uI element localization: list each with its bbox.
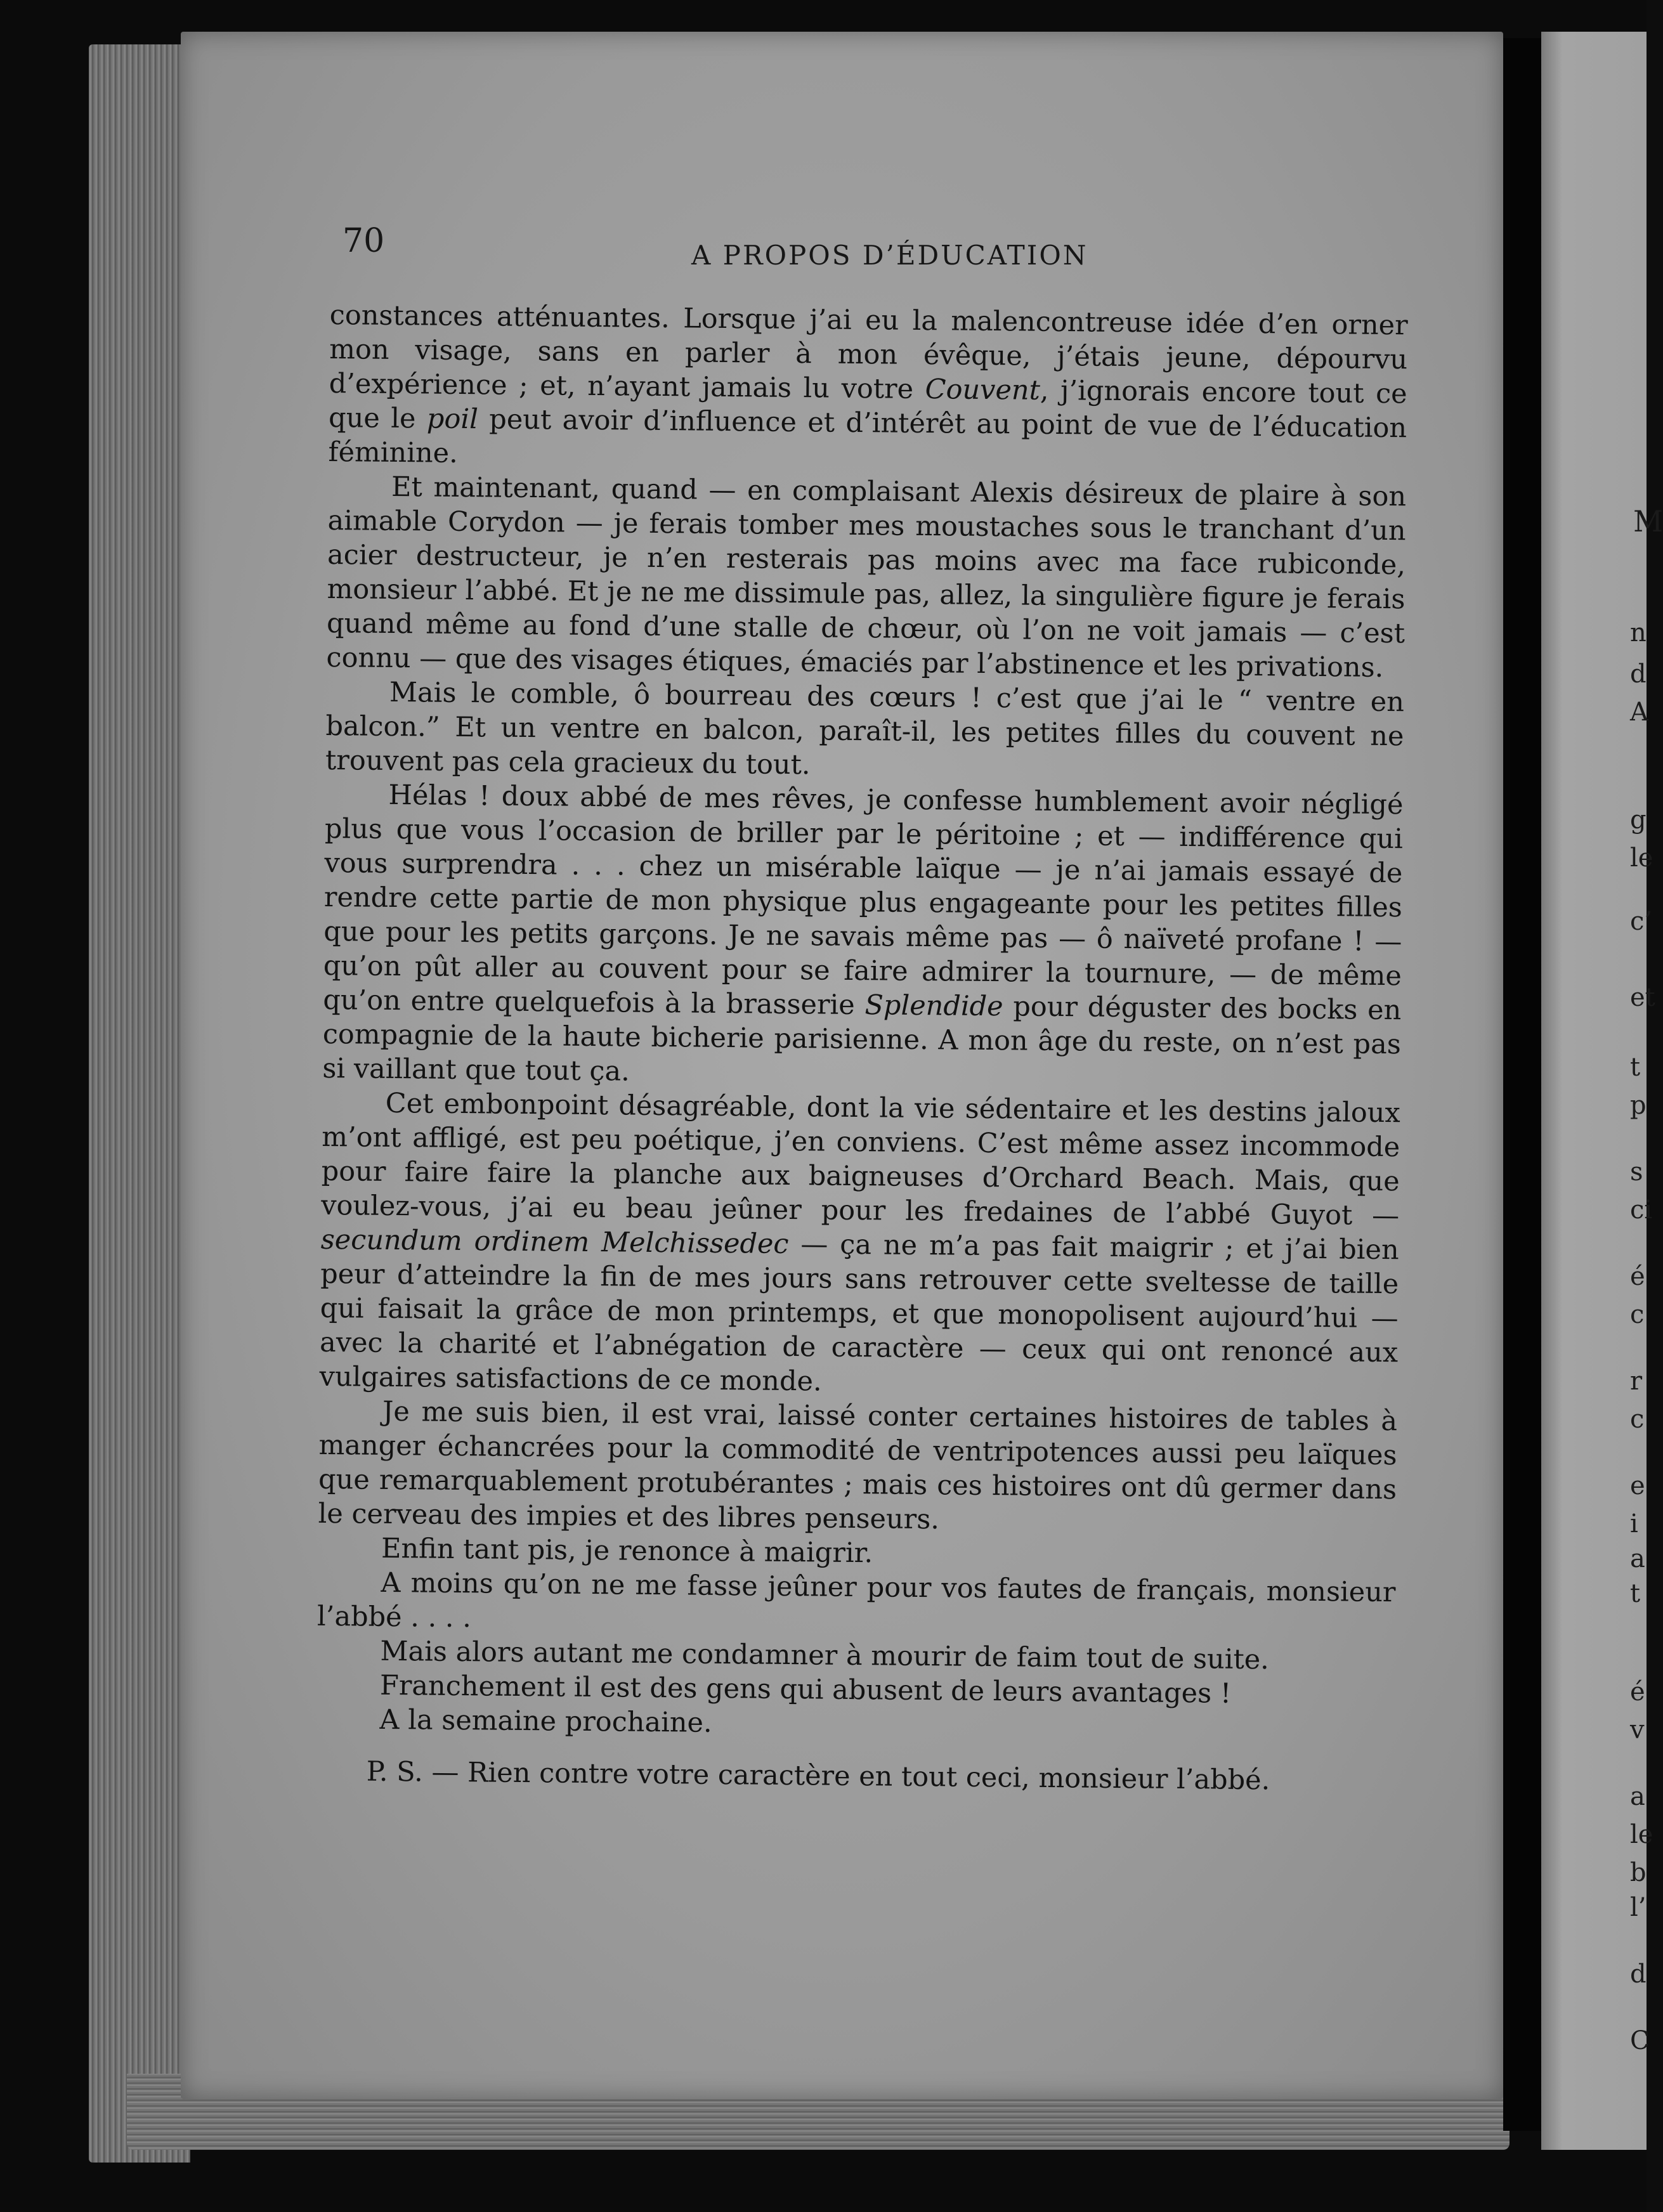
paragraph-8: A moins qu’on ne me fasse jeûner pour vos fautes de français, monsieur l’abbé . . . .	[316, 1566, 1396, 1634]
facing-page-fragment: d	[1630, 1960, 1647, 1989]
facing-page-fragment: t	[1630, 1579, 1641, 1608]
paragraph-11: A la semaine prochaine.	[379, 1703, 712, 1739]
facing-page-fragment: n	[1630, 618, 1647, 647]
book-gutter	[1503, 38, 1541, 2131]
paragraph-9: Mais alors autant me condamner à mourir de faim tout de suite.	[380, 1635, 1270, 1676]
facing-page-fragment: a	[1630, 1782, 1645, 1811]
facing-page-fragment: v	[1630, 1715, 1645, 1745]
facing-page-fragment: le	[1630, 843, 1653, 873]
facing-page-fragment: le	[1630, 1820, 1653, 1849]
paragraph-4: Hélas ! doux abbé de mes rêves, je confesse humblement avoir négligé plus que vous l’occasion de briller par le péritoine ; et — indifférence qui vous surprendra . . . chez un misérable laïque — je n’ai jamais essayé de rendre cette partie de mon physique plus engageante pour les petites filles que pour les petits garçons. Je ne savais même pas — ô naïveté profane ! — qu’on pût aller au couvent pour se faire admirer la tournure, — de même qu’on entre quelquefois à la brasserie Splendide pour déguster des bocks en compagnie de la haute bicherie parisienne. A mon âge du reste, on n’est pas si vaillant que tout ça.	[322, 779, 1404, 1088]
facing-page-edge	[1541, 32, 1663, 2150]
facing-page-fragment: c’	[1630, 907, 1653, 936]
facing-page-fragment: d	[1630, 660, 1647, 689]
facing-page-fragment: ci	[1630, 1195, 1653, 1225]
facing-page-fragment: M	[1633, 504, 1663, 538]
facing-page-fragment: g	[1630, 805, 1647, 835]
facing-page-fragment: e	[1630, 1471, 1645, 1500]
facing-page-fragment: A	[1630, 698, 1648, 727]
paragraph-10: Franchement il est des gens qui abusent de leurs avantages !	[379, 1669, 1232, 1710]
facing-page-fragment: t	[1630, 1053, 1641, 1082]
facing-page-fragment: et	[1630, 983, 1655, 1012]
facing-page-fragment: p	[1630, 1091, 1647, 1120]
paragraph-1: constances atténuantes. Lorsque j’ai eu la malencontreuse idée d’en orner mon visage, sans en parler à mon évêque, j’étais jeune, dépourvu d’expérience ; et, n’ayant jamais lu votre Couvent, j’ignorais encore tout ce que le poil peut avoir d’influence et d’intérêt au point de vue de l’éducation féminine.	[328, 299, 1408, 469]
paragraph-2: Et maintenant, quand — en complaisant Alexis désireux de plaire à son aimable Corydon — je ferais tomber mes moustaches sous le tranchant d’un acier destructeur, je n’en resterais pas moins avec ma face rubiconde, monsieur l’abbé. Et je ne me dissimule pas, allez, la singulière figure je ferais quand même au fond d’une stalle de chœur, où l’on ne voit jamais — c’est connu — que des visages étiques, émaciés par l’abstinence et les privations.	[326, 471, 1407, 684]
paragraph-6: Je me suis bien, il est vrai, laissé conter certaines histoires de tables à manger échancrées pour la commodité de ventripotences aussi peu laïques que remarquablement protubérantes ; mais ces histoires ont dû germer dans le cerveau des impies et des libres penseurs.	[318, 1395, 1398, 1536]
facing-page-fragment: é	[1630, 1677, 1645, 1707]
running-title: A PROPOS D’ÉDUCATION	[691, 240, 1088, 271]
body-text	[315, 298, 1407, 1799]
facing-page-fragment: C	[1630, 2026, 1650, 2055]
page-number: 70	[342, 222, 385, 260]
postscript: P. S. — Rien contre votre caractère en tout ceci, monsieur l’abbé.	[366, 1755, 1270, 1797]
facing-page-fragment: é	[1630, 1262, 1645, 1291]
facing-page-fragment: i	[1630, 1509, 1638, 1539]
facing-page-fragment: a	[1630, 1544, 1645, 1573]
facing-page-fragment: r	[1630, 1367, 1643, 1396]
paragraph-5: Cet embonpoint désagréable, dont la vie sédentaire et les destins jaloux m’ont affligé, est peu poétique, j’en conviens. C’est même assez incommode pour faire faire la planche aux baigneuses d’Orchard Beach. Mais, que voulez-vous, j’ai eu beau jeûner pour les fredaines de l’abbé Guyot — secundum ordinem Melchissedec — ça ne m’a pas fait maigrir ; et j’ai bien peur d’atteindre la fin de mes jours sans retrouver cette sveltesse de taille qui faisait la grâce de mon printemps, et que monopolisent aujourd’hui — avec la charité et l’abnégation de caractère — ceux qui ont renoncé aux vulgaires satisfactions de ce monde.	[319, 1087, 1400, 1398]
paragraph-3: Mais le comble, ô bourreau des cœurs ! c’est que j’ai le “ ventre en balcon.” Et un ventre en balcon, paraît-il, les petites filles du couvent ne trouvent pas cela gracieux du tout.	[325, 676, 1405, 781]
facing-page-fragment: l’	[1630, 1893, 1647, 1922]
facing-page-fragment: s	[1630, 1157, 1643, 1187]
facing-page-fragment: c	[1630, 1300, 1645, 1329]
stacked-page-edges-left	[89, 44, 190, 2163]
paragraph-7: Enfin tant pis, je renonce à maigrir.	[381, 1532, 873, 1570]
facing-page-fragment: b	[1630, 1858, 1647, 1887]
facing-page-fragment: c	[1630, 1405, 1645, 1434]
